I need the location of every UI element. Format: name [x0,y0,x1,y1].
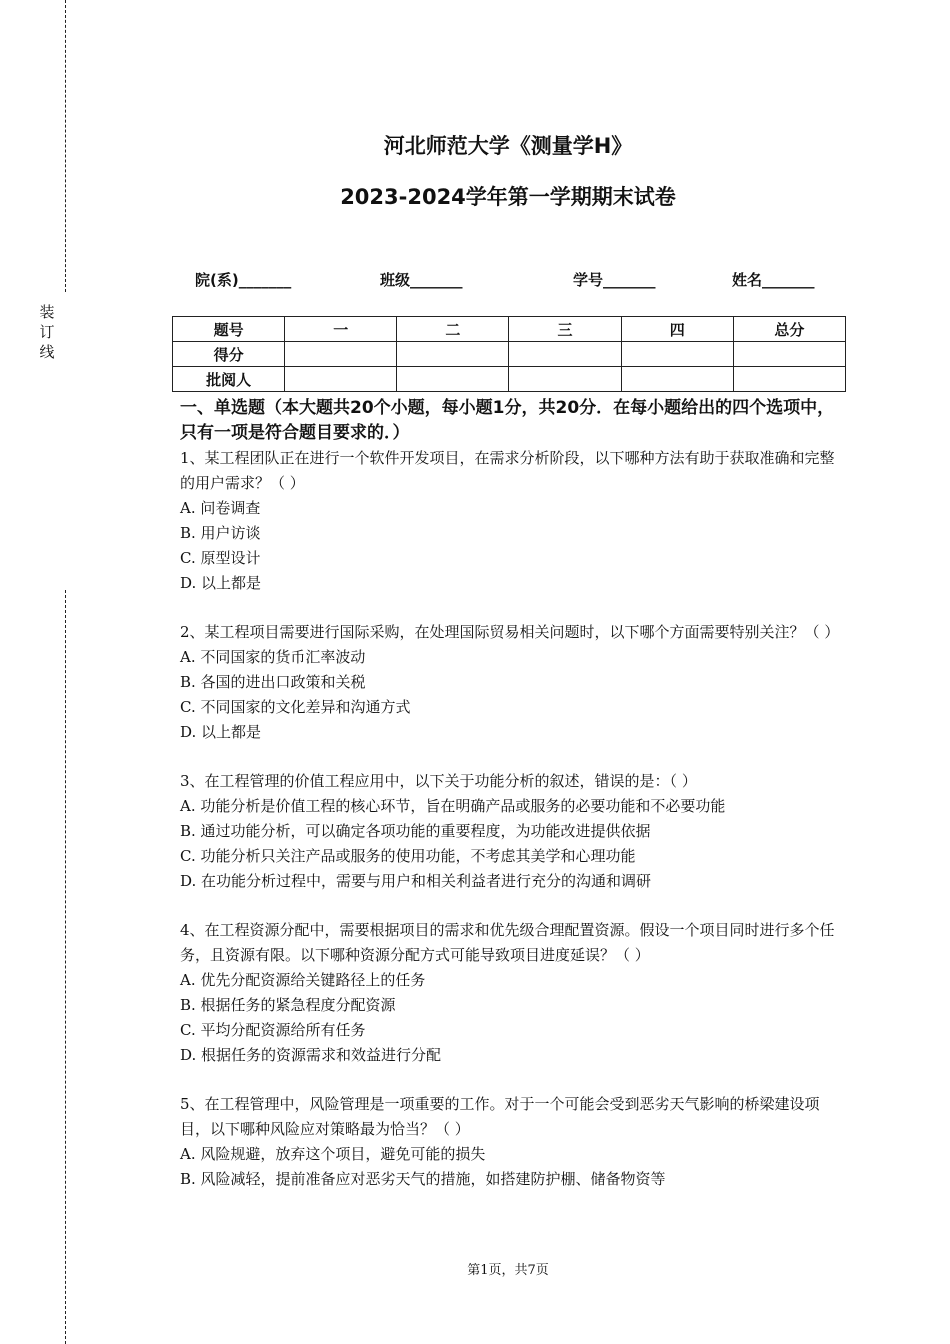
student-id-field[interactable]: 学号_______ [573,271,656,289]
option: D. 以上都是 [180,574,262,592]
score-cell[interactable] [397,342,509,367]
option: A. 优先分配资源给关键路径上的任务 [180,971,426,989]
score-cell[interactable] [509,342,621,367]
section-heading: 一、单选题（本大题共20个小题，每小题1分，共20分．在每小题给出的四个选项中，只有一项是符合题目要求的．） [180,398,835,443]
grader-cell[interactable] [733,367,845,392]
name-field[interactable]: 姓名_______ [732,271,815,289]
score-row-label: 得分 [173,342,285,367]
score-table-header-cell: 四 [621,317,733,342]
option: D. 在功能分析过程中，需要与用户和相关利益者进行充分的沟通和调研 [180,872,652,890]
score-cell[interactable] [733,342,845,367]
score-cell[interactable] [285,342,397,367]
exam-content [180,396,842,1192]
question-stem: 1、某工程团队正在进行一个软件开发项目，在需求分析阶段，以下哪种方法有助于获取准确和完整的用户需求？（ ） [180,449,835,492]
binding-line-label [38,302,56,362]
binding-char: 订 [39,323,55,341]
option: D. 以上都是 [180,723,262,741]
grader-row [173,367,846,392]
grader-row-label: 批阅人 [173,367,285,392]
question [180,918,842,1068]
grader-cell[interactable] [397,367,509,392]
exam-subtitle: 2023-2024学年第一学期期末试卷 [340,185,676,209]
score-table-header-cell: 三 [509,317,621,342]
score-table-header-row [173,317,846,342]
option: C. 功能分析只关注产品或服务的使用功能，不考虑其美学和心理功能 [180,847,636,865]
binding-dashed-line-bottom [65,590,66,1344]
class-field[interactable]: 班级_______ [380,271,463,289]
option: C. 原型设计 [180,549,261,567]
option: C. 不同国家的文化差异和沟通方式 [180,698,411,716]
score-table-header-cell: 题号 [173,317,285,342]
option: B. 用户访谈 [180,524,261,542]
question [180,769,842,894]
option: D. 根据任务的资源需求和效益进行分配 [180,1046,442,1064]
binding-char: 装 [39,303,55,321]
option: B. 各国的进出口政策和关税 [180,673,366,691]
student-info-row [0,269,950,293]
option: B. 风险减轻，提前准备应对恶劣天气的措施，如搭建防护棚、储备物资等 [180,1170,666,1188]
grader-cell[interactable] [509,367,621,392]
page-footer: 第1页，共7页 [467,1263,549,1278]
option: B. 通过功能分析，可以确定各项功能的重要程度，为功能改进提供依据 [180,822,651,840]
option: A. 功能分析是价值工程的核心环节，旨在明确产品或服务的必要功能和不必要功能 [180,797,726,815]
grader-cell[interactable] [285,367,397,392]
question-stem: 5、在工程管理中，风险管理是一项重要的工作。对于一个可能会受到恶劣天气影响的桥梁建设项目，以下哪种风险应对策略最为恰当？（ ） [180,1095,820,1138]
option: A. 不同国家的货币汇率波动 [180,648,366,666]
question-stem: 2、某工程项目需要进行国际采购，在处理国际贸易相关问题时，以下哪个方面需要特别关注？（ ） [180,623,840,641]
question [180,620,842,745]
option: A. 问卷调查 [180,499,261,517]
score-table-header-cell: 一 [285,317,397,342]
option: A. 风险规避，放弃这个项目，避免可能的损失 [180,1145,486,1163]
grader-cell[interactable] [621,367,733,392]
question-stem: 4、在工程资源分配中，需要根据项目的需求和优先级合理配置资源。假设一个项目同时进行多个任务，且资源有限。以下哪种资源分配方式可能导致项目进度延误？（ ） [180,921,835,964]
question [180,1092,842,1192]
department-field[interactable]: 院(系)_______ [195,271,292,289]
score-table-header-cell: 总分 [733,317,845,342]
option: C. 平均分配资源给所有任务 [180,1021,366,1039]
score-table [172,316,846,392]
score-cell[interactable] [621,342,733,367]
option: B. 根据任务的紧急程度分配资源 [180,996,396,1014]
exam-title: 河北师范大学《测量学H》 [383,134,633,158]
score-row [173,342,846,367]
binding-char: 线 [39,343,55,361]
score-table-header-cell: 二 [397,317,509,342]
question-stem: 3、在工程管理的价值工程应用中，以下关于功能分析的叙述，错误的是：（ ） [180,772,697,790]
question [180,446,842,596]
